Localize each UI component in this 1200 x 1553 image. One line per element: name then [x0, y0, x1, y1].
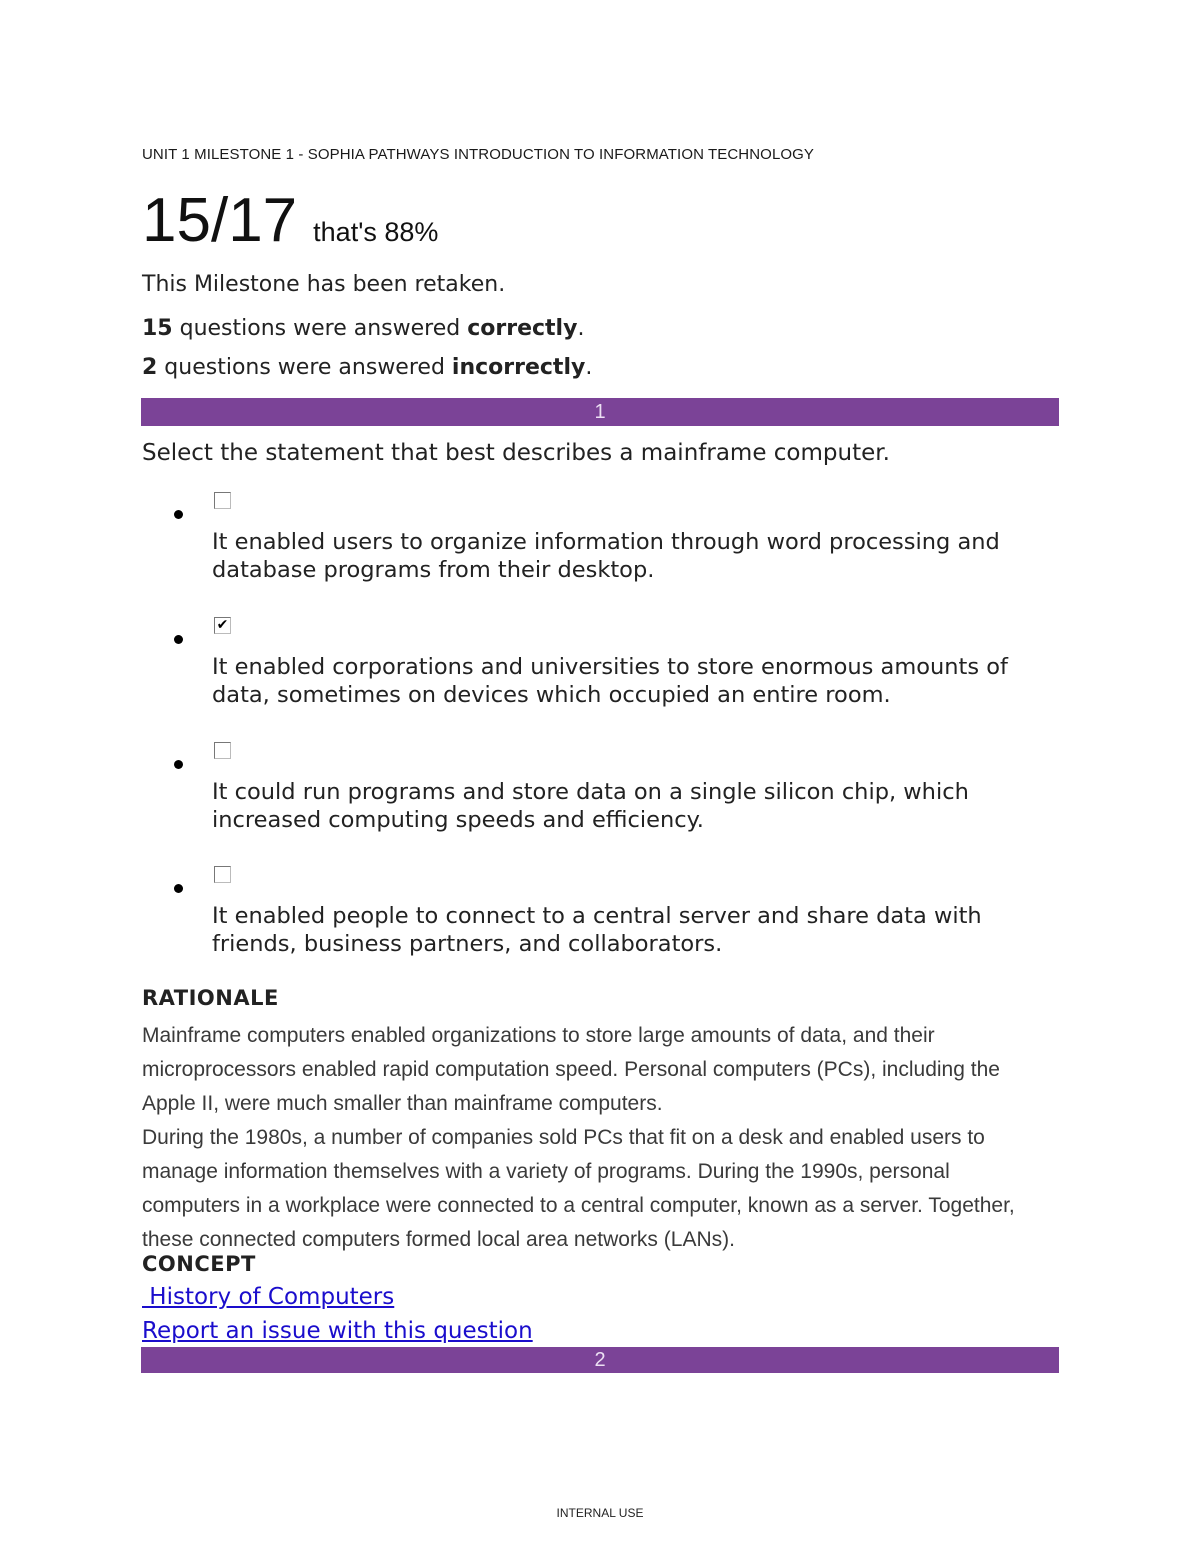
score-fraction: 15/17 [142, 186, 298, 255]
incorrect-count: 2 [142, 355, 158, 380]
incorrect-summary [142, 355, 592, 380]
bullet-icon [174, 884, 183, 893]
bullet-icon [174, 510, 183, 519]
incorrect-period: . [585, 355, 593, 380]
question-number-bar-1: 1 [141, 398, 1059, 426]
concept-heading: CONCEPT [142, 1252, 256, 1276]
rationale-paragraph: During the 1980s, a number of companies sold PCs that fit on a desk and enabled users to manage information themselves with a variety of programs. During the 1990s, personal computers in a workplace were connected to a central computer, known as a server. Together, these connected computers formed local area networks (LANs). [142, 1126, 1015, 1251]
rationale-heading: RATIONALE [142, 986, 279, 1010]
footer-label: INTERNAL USE [556, 1506, 644, 1520]
document-title: UNIT 1 MILESTONE 1 - SOPHIA PATHWAYS INTRODUCTION TO INFORMATION TECHNOLOGY [142, 146, 815, 163]
correct-summary [142, 316, 584, 341]
incorrect-label: questions were answered [157, 355, 452, 380]
answer-option-text: It enabled users to organize information through word processing and database programs from their desktop. [212, 529, 1000, 583]
correct-word: correctly [467, 316, 578, 341]
score-percent: that's 88% [313, 217, 439, 247]
rationale-body [142, 1019, 1047, 1257]
answer-checkbox-checked[interactable] [214, 617, 231, 634]
retaken-notice: This Milestone has been retaken. [142, 272, 506, 297]
answer-option-text: It enabled corporations and universities to store enormous amounts of data, sometimes on devices which occupied an entire room. [212, 654, 1008, 708]
answer-option-text: It could run programs and store data on a single silicon chip, which increased computing speeds and efficiency. [212, 779, 969, 833]
question-prompt: Select the statement that best describes a mainframe computer. [142, 440, 890, 466]
concept-link[interactable]: History of Computers [142, 1284, 395, 1310]
answer-checkbox[interactable] [214, 492, 231, 509]
report-issue-link[interactable]: Report an issue with this question [142, 1318, 533, 1344]
correct-label: questions were answered [172, 316, 468, 341]
correct-count: 15 [142, 316, 173, 341]
answer-checkbox[interactable] [214, 742, 231, 759]
checkmark-icon: ✔ [216, 617, 229, 633]
rationale-paragraph: Mainframe computers enabled organizations to store large amounts of data, and their microprocessors enabled rapid computation speed. Personal computers (PCs), including the Apple II, were much smaller than mainframe computers. [142, 1024, 1000, 1115]
answer-checkbox[interactable] [214, 866, 231, 883]
bullet-icon [174, 760, 183, 769]
bullet-icon [174, 635, 183, 644]
correct-period: . [577, 316, 585, 341]
score-summary [142, 186, 438, 256]
incorrect-word: incorrectly [451, 355, 586, 380]
answer-option-text: It enabled people to connect to a central server and share data with friends, business partners, and collaborators. [212, 903, 982, 957]
question-number-bar-2: 2 [141, 1347, 1059, 1373]
